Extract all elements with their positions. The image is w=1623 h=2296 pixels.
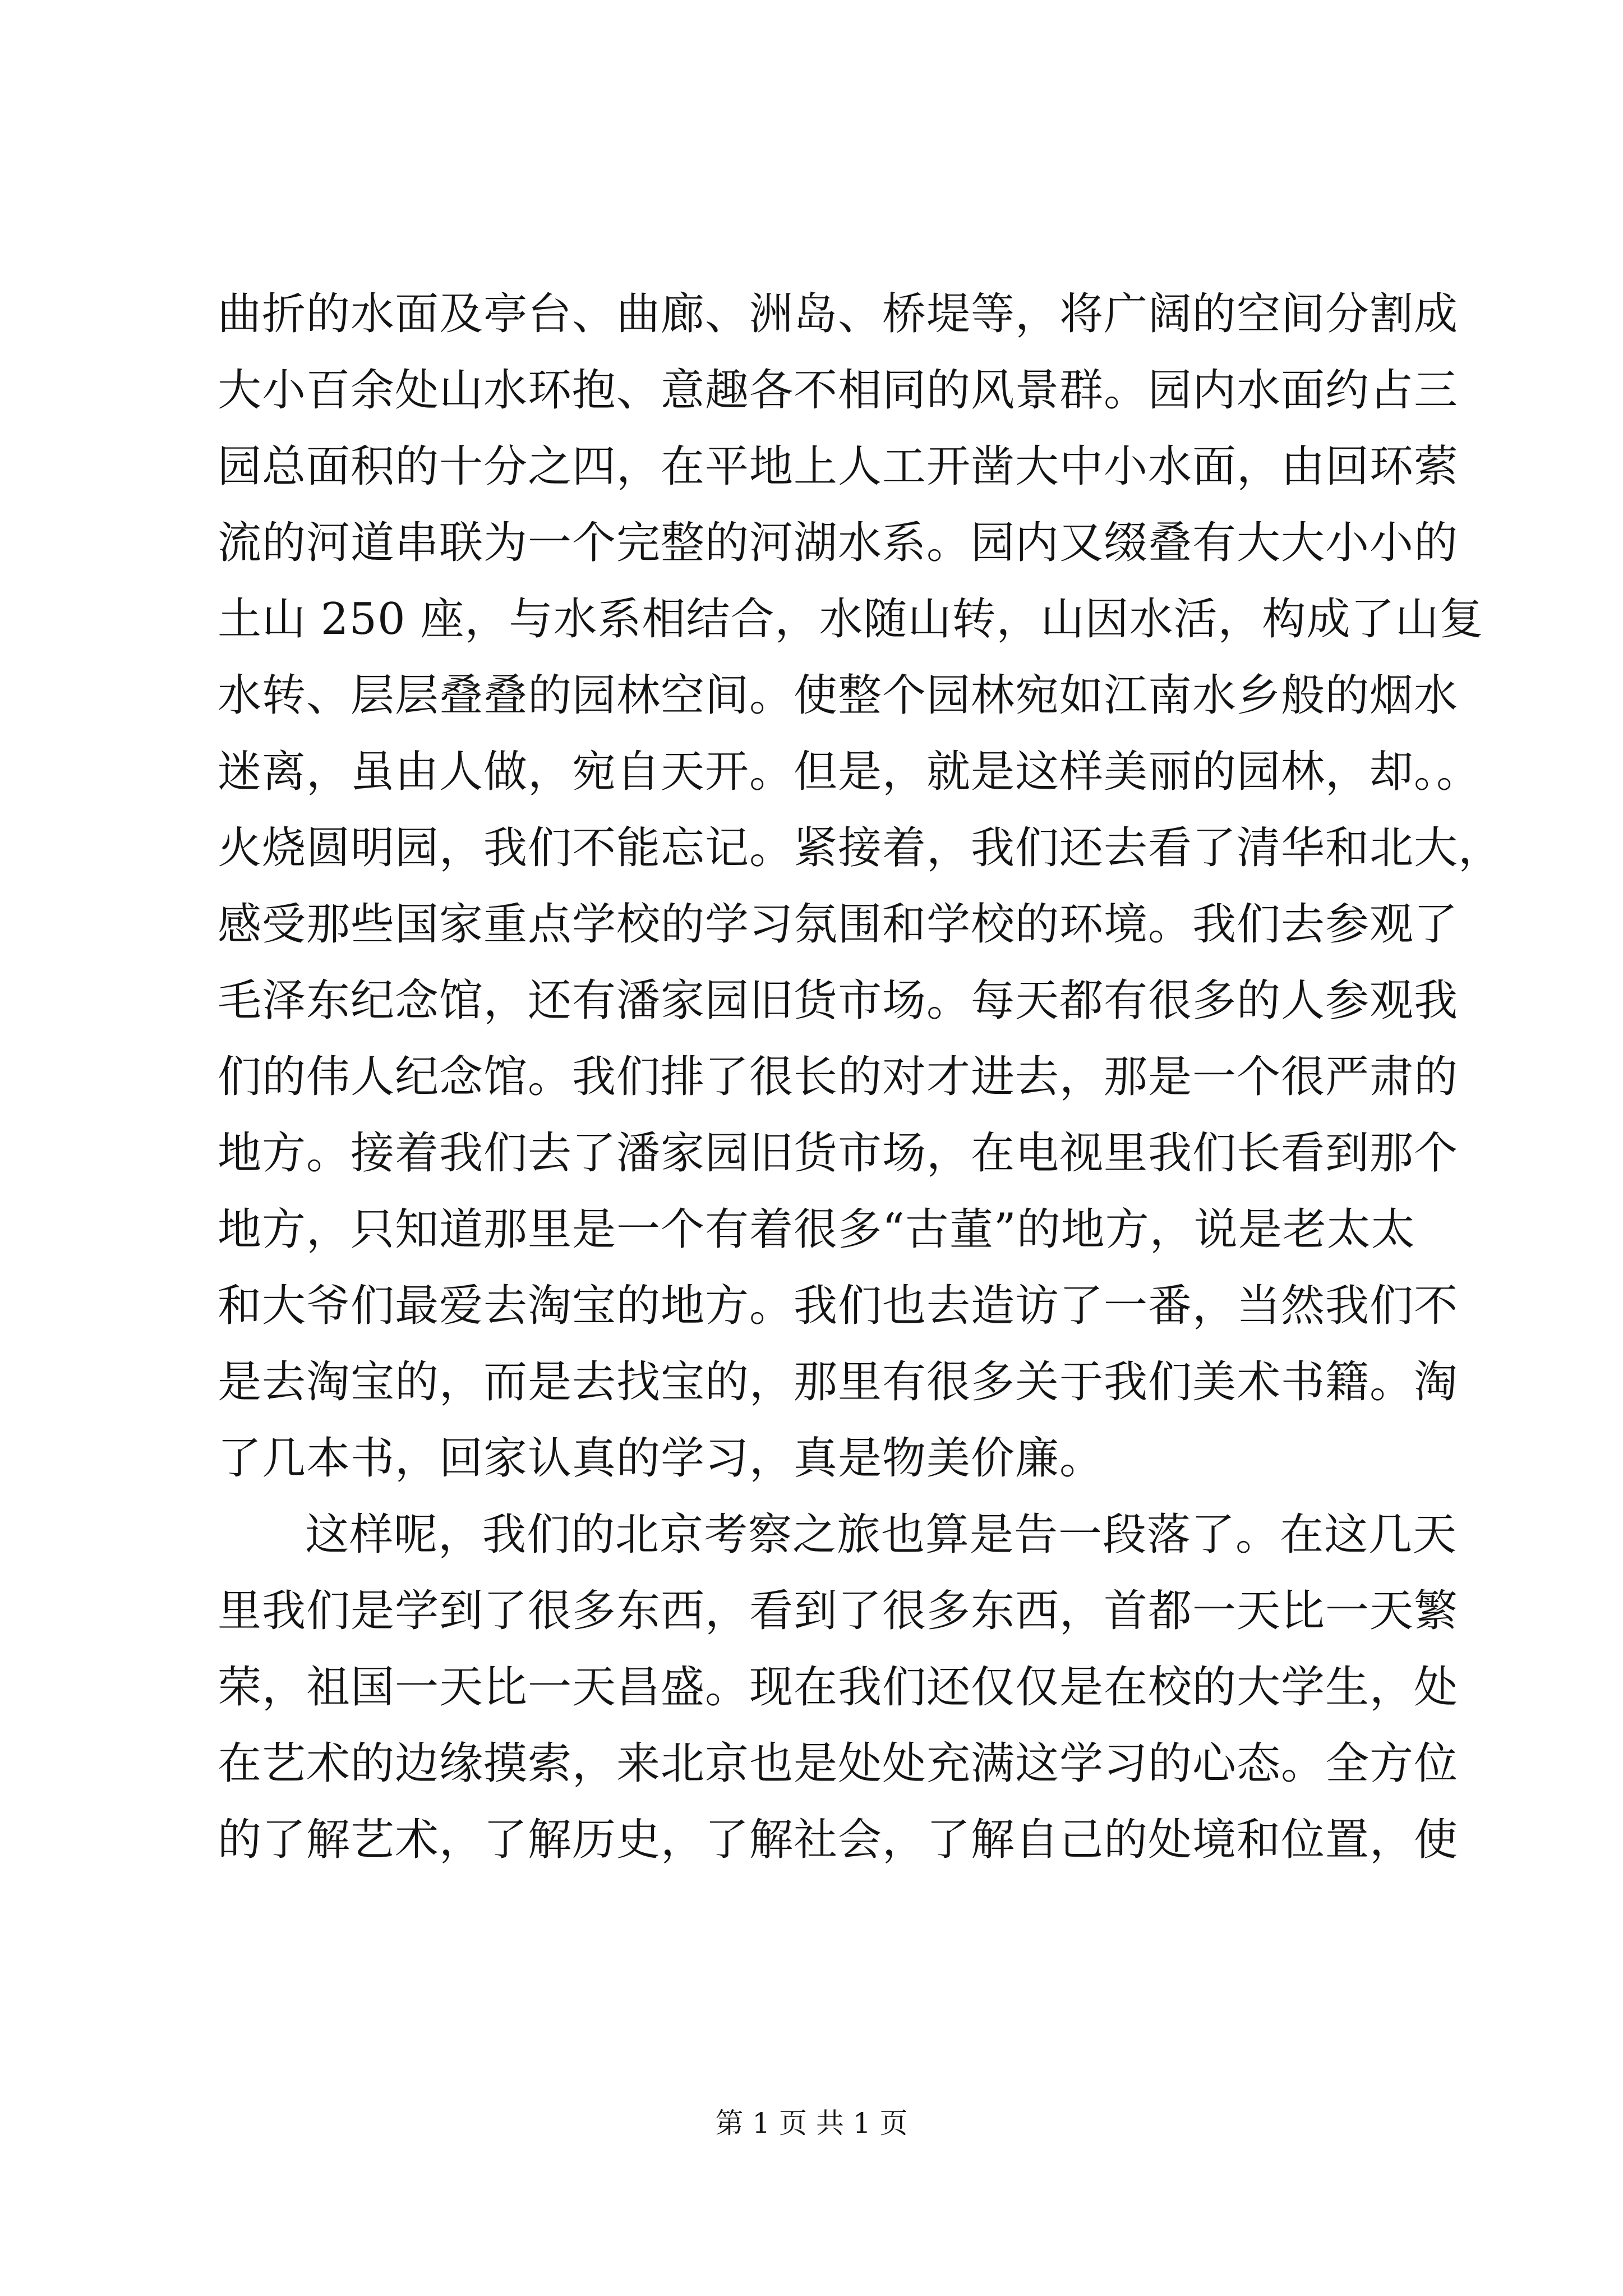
text-line: 园总面积的十分之四，在平地上人工开凿大中小水面，由回环萦 [218,441,1459,492]
text-line: 里我们是学到了很多东西，看到了很多东西，首都一天比一天繁 [218,1586,1459,1636]
text-line: 水转、层层叠叠的园林空间。使整个园林宛如江南水乡般的烟水 [218,670,1459,721]
text-line: 曲折的水面及亭台、曲廊、洲岛、桥堤等，将广阔的空间分割成 [218,289,1459,339]
text-line: 荣，祖国一天比一天昌盛。现在我们还仅仅是在校的大学生，处 [218,1662,1459,1713]
text-line: 的了解艺术，了解历史，了解社会，了解自己的处境和位置，使 [218,1815,1459,1865]
text-line: 在艺术的边缘摸索，来北京也是处处充满这学习的心态。全方位 [218,1738,1459,1789]
page-footer: 第 1 页 共 1 页 [715,2107,908,2139]
text-line: 流的河道串联为一个完整的河湖水系。园内又缀叠有大大小小的 [218,518,1459,568]
text-line: 地方，只知道那里是一个有着很多“古董”的地方，说是老太太 [218,1204,1415,1255]
text-line: 土山 250 座，与水系相结合，水随山转，山因水活，构成了山复 [218,594,1484,645]
text-line: 毛泽东纪念馆，还有潘家园旧货市场。每天都有很多的人参观我 [218,976,1459,1026]
paragraph-start-line: 这样呢，我们的北京考察之旅也算是告一段落了。在这几天 [305,1510,1458,1560]
text-line: 地方。接着我们去了潘家园旧货市场，在电视里我们长看到那个 [218,1128,1459,1179]
text-line: 迷离，虽由人做，宛自天开。但是，就是这样美丽的园林，却。。 [218,747,1481,797]
text-line: 是去淘宝的，而是去找宝的，那里有很多关于我们美术书籍。淘 [218,1357,1459,1407]
text-line: 感受那些国家重点学校的学习氛围和学校的环境。我们去参观了 [218,899,1459,950]
text-line: 火烧圆明园，我们不能忘记。紧接着，我们还去看了清华和北大， [218,823,1503,873]
text-line: 们的伟人纪念馆。我们排了很长的对才进去，那是一个很严肃的 [218,1052,1459,1102]
text-line: 大小百余处山水环抱、意趣各不相同的风景群。园内水面约占三 [218,365,1459,416]
text-line: 了几本书，回家认真的学习，真是物美价廉。 [218,1433,1104,1484]
text-line: 和大爷们最爱去淘宝的地方。我们也去造访了一番，当然我们不 [218,1281,1459,1331]
body-text [218,276,1503,1878]
